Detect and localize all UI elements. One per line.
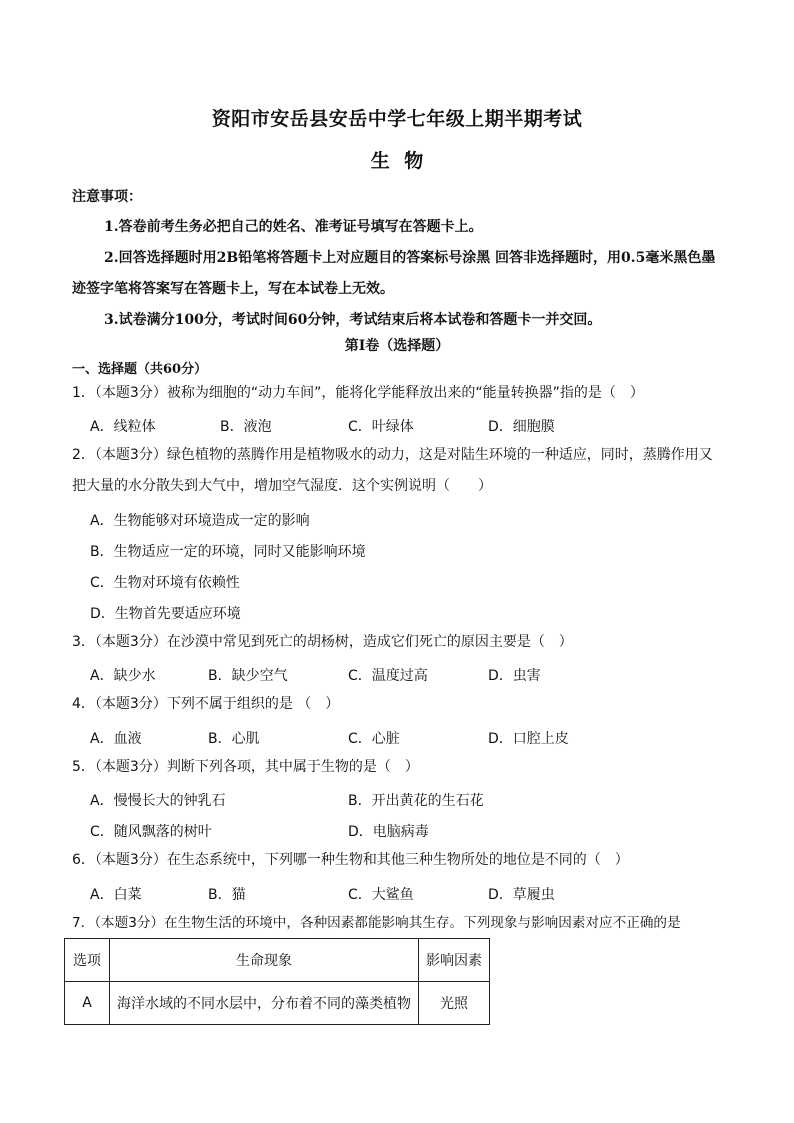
- question-3-option-a: A．缺少水: [90, 668, 156, 684]
- question-2-option-a: A．生物能够对环境造成一定的影响: [90, 513, 310, 529]
- table-header-factor: 影响因素: [419, 939, 490, 982]
- question-3-option-c: C．温度过高: [348, 668, 428, 684]
- question-2-option-d: D．生物首先要适应环境: [90, 606, 241, 622]
- notice-item-1: 1.答卷前考生务必把自己的姓名、准考证号填写在答题卡上。: [104, 219, 483, 235]
- question-7-table: [64, 938, 490, 1025]
- question-6-option-c: C．大鲨鱼: [348, 887, 414, 903]
- question-3-option-b: B．缺少空气: [208, 668, 288, 684]
- question-4-stem: 4．（本题3分）下列不属于组织的是 （ ）: [72, 696, 340, 712]
- question-4-option-c: C．心脏: [348, 731, 400, 747]
- question-6-option-a: A．白菜: [90, 887, 142, 903]
- question-5-option-b: B．开出黄花的生石花: [348, 793, 484, 809]
- question-3-option-d: D．虫害: [488, 668, 541, 684]
- question-1-option-b: B．液泡: [220, 419, 272, 435]
- question-1-option-d: D．细胞膜: [488, 419, 555, 435]
- table-header-option: 选项: [65, 939, 110, 982]
- question-6-option-d: D．草履虫: [488, 887, 555, 903]
- question-2-option-b: B．生物适应一定的环境，同时又能影响环境: [90, 544, 366, 560]
- question-7-stem: 7．（本题3分）在生物生活的环境中，各种因素都能影响其生存。下列现象与影响因素对应不正确的是: [72, 915, 681, 931]
- question-5-option-a: A．慢慢长大的钟乳石: [90, 793, 226, 809]
- table-cell-phenomenon: 海洋水域的不同水层中，分布着不同的藻类植物: [110, 982, 419, 1025]
- question-1-option-c: C．叶绿体: [348, 419, 414, 435]
- exam-title: 资阳市安岳县安岳中学七年级上期半期考试: [211, 108, 583, 130]
- question-2-stem: 2．（本题3分）绿色植物的蒸腾作用是植物吸水的动力，这是对陆生环境的一种适应，同时，蒸腾作用又把大量的水分散失到大气中，增加空气湿度．这个实例说明（ ）: [72, 447, 713, 494]
- question-5-option-d: D．电脑病毒: [348, 824, 429, 840]
- table-header-row: [65, 939, 490, 982]
- question-1-stem: 1．（本题3分）被称为细胞的“动力车间”，能将化学能释放出来的“能量转换器”指的是（ ）: [72, 385, 644, 401]
- question-4-option-b: B．心肌: [208, 731, 260, 747]
- section-title: 第Ⅰ卷（选择题）: [344, 338, 450, 354]
- exam-subject: 生 物: [370, 150, 424, 172]
- table-cell-option: A: [65, 982, 110, 1025]
- question-5-option-c: C．随风飘落的树叶: [90, 824, 212, 840]
- question-1-option-a: A．线粒体: [90, 419, 156, 435]
- question-6-option-b: B．猫: [208, 887, 246, 903]
- question-2-option-c: C．生物对环境有依赖性: [90, 575, 240, 591]
- question-6-stem: 6．（本题3分）在生态系统中，下列哪一种生物和其他三种生物所处的地位是不同的（ ）: [72, 852, 629, 868]
- question-5-stem: 5．（本题3分）判断下列各项，其中属于生物的是（ ）: [72, 759, 419, 775]
- part-title: 一、选择题（共60分）: [72, 362, 208, 377]
- question-3-stem: 3．（本题3分）在沙漠中常见到死亡的胡杨树，造成它们死亡的原因主要是（ ）: [72, 634, 573, 650]
- table-header-phenomenon: 生命现象: [110, 939, 419, 982]
- notice-item-3: 3.试卷满分100分，考试时间60分钟，考试结束后将本试卷和答题卡一并交回。: [104, 312, 602, 328]
- question-4-option-d: D．口腔上皮: [488, 731, 569, 747]
- notice-item-2: 2.回答选择题时用2B铅笔将答题卡上对应题目的答案标号涂黑 回答非选择题时，用0.5毫米黑色墨迹签字笔将答案写在答题卡上，写在本试卷上无效。: [72, 250, 716, 297]
- table-row: [65, 982, 490, 1025]
- question-4-option-a: A．血液: [90, 731, 142, 747]
- table-cell-factor: 光照: [419, 982, 490, 1025]
- notice-title: 注意事项：: [72, 189, 142, 205]
